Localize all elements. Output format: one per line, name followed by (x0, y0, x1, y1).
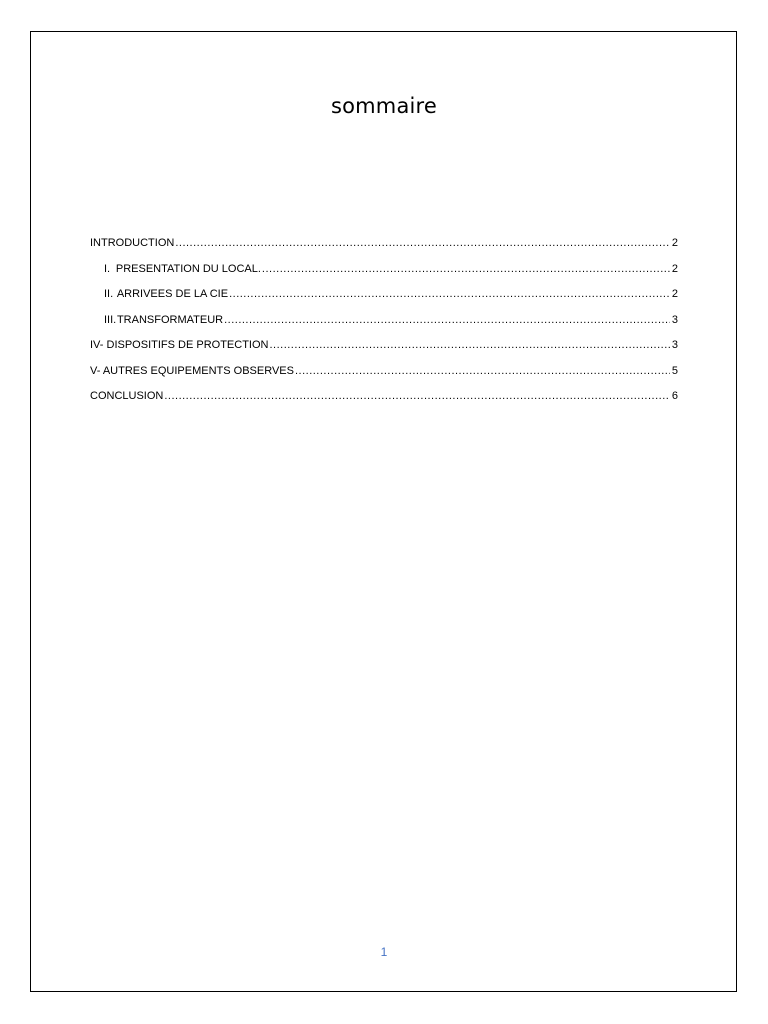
page-border (30, 31, 737, 992)
toc-entry-text: TRANSFORMATEUR (116, 313, 224, 326)
toc-entry-text: INTRODUCTION (90, 237, 175, 249)
toc-entry-transformateur[interactable] (90, 314, 678, 340)
toc-entry-arrivees-de-la-cie[interactable] (90, 288, 678, 314)
toc-entry-text: CONCLUSION (90, 390, 164, 402)
toc-dot-leader (295, 365, 670, 377)
toc-dot-leader (164, 390, 670, 402)
toc-dot-leader (175, 237, 670, 249)
toc-entry-dispositifs-de-protection[interactable] (90, 339, 678, 365)
toc-entry-text: IV- DISPOSITIFS DE PROTECTION (90, 339, 269, 351)
toc-entry-number: III. (104, 313, 117, 326)
toc-entry-page: 3 (671, 313, 678, 326)
toc-entry-page: 2 (671, 262, 678, 275)
page-title: sommaire (330, 94, 438, 118)
toc-entry-page: 6 (671, 390, 678, 402)
toc-entry-presentation-du-local[interactable] (90, 263, 678, 289)
toc-entry-page: 2 (671, 288, 678, 300)
toc-entry-autres-equipements-observes[interactable] (90, 365, 678, 391)
toc-entry-introduction[interactable] (90, 237, 678, 263)
toc-dot-leader (262, 263, 670, 275)
toc-entry-text: V- AUTRES EQUIPEMENTS OBSERVES (90, 364, 294, 377)
toc-dot-leader (269, 339, 669, 351)
toc-dot-leader (224, 314, 670, 326)
toc-entry-conclusion[interactable] (90, 390, 678, 416)
page-number: 1 (380, 945, 388, 959)
toc-entry-text: ARRIVEES DE LA CIE (116, 288, 229, 300)
toc-entry-text: PRESENTATION DU LOCAL. (115, 262, 261, 275)
toc-entry-page: 3 (671, 339, 678, 351)
toc-entry-page: 5 (671, 364, 678, 377)
toc-dot-leader (229, 288, 670, 300)
toc-entry-number: I. (104, 262, 111, 275)
table-of-contents (90, 237, 678, 416)
toc-entry-number: II. (104, 288, 114, 300)
toc-entry-page: 2 (671, 237, 678, 249)
